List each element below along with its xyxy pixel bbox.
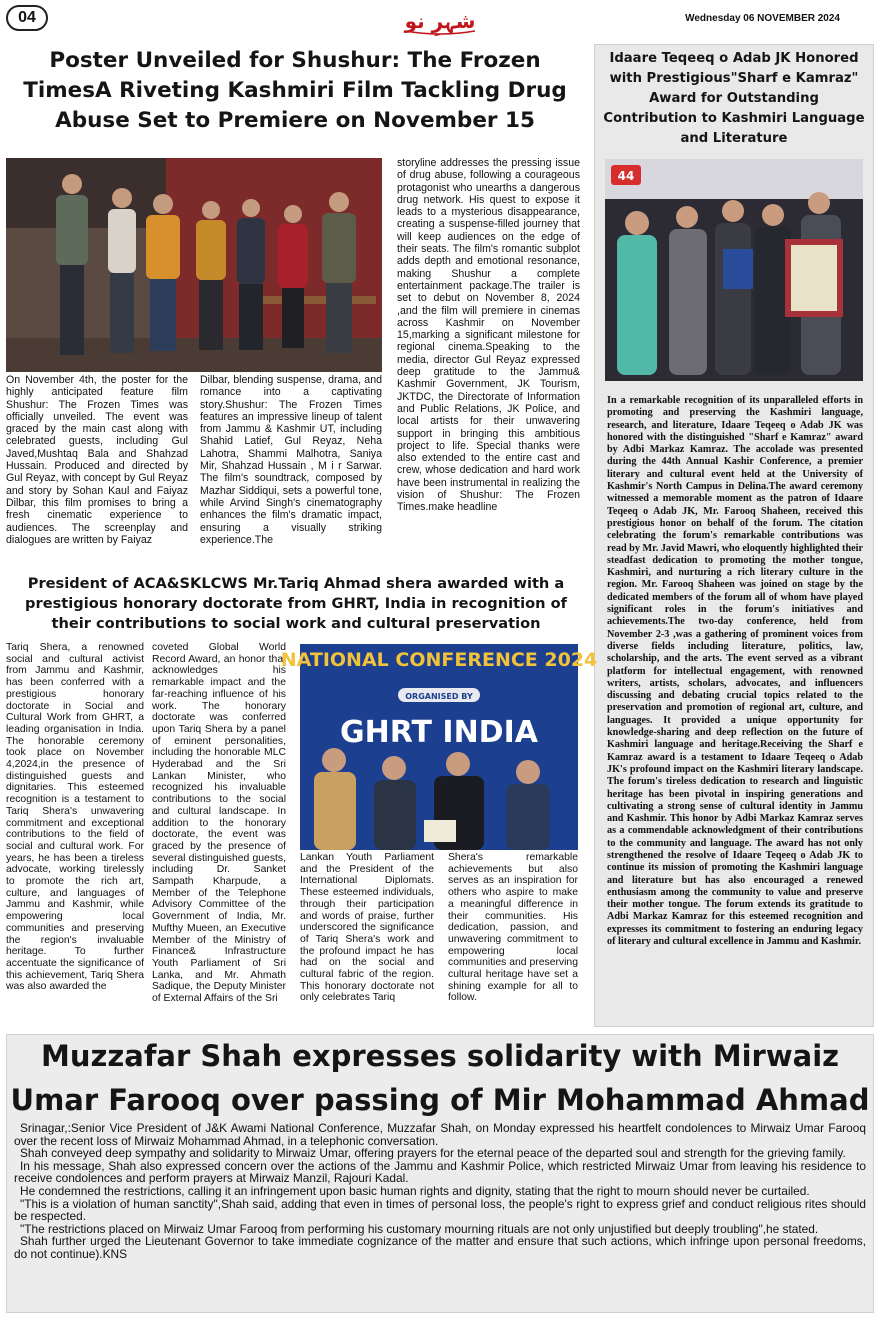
poster-article-column-3: storyline addresses the pressing issue of drug abuse, following a courageous protagonist who unearths a dangerous drug network. His quest to expose it leads to a mysterious disappearance, creating a suspense-filled journey that will keep audiences on the edge of their seats. The film's romantic subplot adds depth and emotional resonance, making Shushur a complete entertainment package.The trailer is set to debut on November 8, 2024 ,and the film will premiere in cinemas across Kashmir on November 15,marking a significant milestone for regional cinema.Speaking to the media, director Gul Reyaz expressed deep gratitude to the Jammu& Kashmir Government, JK Tourism, JKTDC, the Directorate of Information and Public Relations, JK Police, and local artists for their unwavering support in bringing this ambitious project to life. Special thanks were also extended to the entire cast and crew, whose dedication and hard work have been instrumental in realizing the vision of Shushur: The Frozen Times.make headline: [397, 157, 580, 514]
muzzafar-paragraph: Shah further urged the Lieutenant Governor to take immediate cognizance of the matter and ensure that such actions, which infringe upon personal freedoms, do not continue).KNS: [14, 1234, 866, 1261]
doctorate-article-column-4: Shera's remarkable achievements but also serves as an inspiration for others who aspire to make a meaningful difference in their communities. His dedication, passion, and unwavering commitment to empowering local communities and preserving cultural heritage have set a shining example for all to follow.: [448, 852, 578, 1004]
award-article-box: [594, 44, 874, 1027]
muzzafar-paragraph: Shah conveyed deep sympathy and solidarity to Mirwaiz Umar, offering prayers for the eternal peace of the departed soul and strength for the grieving family.: [20, 1146, 846, 1161]
award-photo-banner: 44: [617, 169, 635, 183]
page-number: 04: [6, 5, 48, 31]
doctorate-article-column-3: Lankan Youth Parliament and the President of the International Diplomats. These esteemed individuals, through their participation and words of praise, further underscored the significance of Tariq Shera's work and the profound impact he has had on the social and cultural fabric of the region. This honorary doctorate not only celebrates Tariq: [300, 852, 434, 1004]
doctorate-ceremony-photo: [280, 644, 598, 850]
poster-article-headline: Poster Unveiled for Shushur: The Frozen TimesA Riveting Kashmiri Film Tackling Drug Abuse Set to Premiere on November 15: [23, 48, 567, 133]
masthead-logo: [395, 4, 485, 36]
film-cast-photo: [6, 158, 382, 372]
muzzafar-article-headline: Muzzafar Shah expresses solidarity with Mirwaiz Umar Farooq over passing of Mir Mohammad Ahmad: [10, 1039, 870, 1117]
doctorate-article-column-2: coveted Global World Record Award, an honor that acknowledges his remarkable impact and the far-reaching influence of his work. The honorary doctorate was conferred upon Tariq Shera by a panel of eminent personalities, including the honorable MLC Hyderabad and the Sri Lankan Minister, who recognized his invaluable contributions to the social and cultural landscape. In addition to the honorary doctorate, the event was graced by the presence of several distinguished guests, including Dr. Sanket Sampath Kharpude, a Member of the Telephone Advisory Committee of the Government of India, Mr. Mufthy Mueen, an Executive Member of the Ministry of Finance& Infrastructure Youth Parliament of Sri Lanka, and Mr. Ahmath Sadique, the Deputy Minister of External Affairs of the Sri: [152, 642, 286, 1005]
award-article-body: In a remarkable recognition of its unparalleled efforts in promoting and preserving the Kashmiri language, research, and literature, Idaare Teqeeq o Adab JK was honored with the distinguished "Sharf e Kamraz" award by Adbi Markaz Kamraz. The accolade was presented during the 44th Annual Kashir Conference, a premier literary and cultural event held at the University of Kashmir's North Campus in Delina.The award ceremony witnessed a memorable moment as the patron of Idaare Teqeeq o Adab JK, Mr. Farooq Shaheen, received this prestigious honor on behalf of the forum. The citation celebrating the forum's remarkable contributions was read by Mr. Javid Mawri, who eloquently highlighted their steadfast dedication to promoting the mother tongue, Kashmiri, and nurturing a rich literary culture in the region. Mr. Farooq Shaheen was joined on stage by the dedicated members of the forum all of whom have played significant roles in the forum's initiatives and achievements.The two-day conference, held from November 2-3 ,was a gathering of prominent voices from diverse fields including literature, politics, law, scholarship, and the arts. The event served as a vibrant platform for intellectual engagement, with renowned writers, artists, scholars, advocates, and influencers discussing and debating crucial topics related to the preservation and promotion of regional art, culture, and languages. It provided a unique opportunity for knowledge-sharing and deep reflection on the future of Kashmiri language and heritage.Receiving the Sharf e Kamraz award is a testament to Idaare Teqeeq o Adab JK's profound impact on the Kashmiri literary landscape. The forum's tireless dedication to research and linguistic heritage has been pivotal in inspiring generations and cultivating a strong sense of cultural identity in Jammu and Kashmir. This honor by Adbi Markaz Kamraz serves as a commendable acknowledgment of their contributions to the community and language. The award has not only strengthened the resolve of Idaare Teqeeq o Adab JK to continue its mission of promoting the Kashmiri language and literature but has also encouraged a renewed enthusiasm among the community to value and preserve their mother tongue. The forum extends its gratitude to Adbi Markaz Kamraz for this esteemed recognition and expresses its commitment to fostering an enduring legacy of literary and cultural excellence in Jammu and Kashmir.: [607, 395, 863, 948]
doctorate-photo-organised: ORGANISED BY: [405, 692, 473, 701]
poster-article-column-2: Dilbar, blending suspense, drama, and romance into a captivating story.Shushur: The Frozen Times features an impressive lineup of talent from Jammu & Kashmir UT, including Shahid Latief, Gul Reyaz, Neha Lahotra, Shammi Malhotra, Saniya Mir, Shahzad Hussain , M i r Sarwar. The film's soundtrack, composed by Mazhar Siddiqui, sets a powerful tone, while Arvind Singh's cinematography enhances the film's dramatic impact, ensuring a visually striking experience.The: [200, 374, 382, 546]
doctorate-photo-banner-top: NATIONAL CONFERENCE 2024: [280, 649, 598, 671]
muzzafar-paragraph: Srinagar,:Senior Vice President of J&K Awami National Conference, Muzzafar Shah, on Monday expressed his heartfelt condolences to Mirwaiz Umar Farooq over the recent loss of Mirwaiz Mohammad Ahmad, in a telephonic conversation.: [14, 1121, 866, 1148]
doctorate-photo-banner-bottom: GHRT INDIA: [340, 715, 538, 750]
doctorate-article-headline: President of ACA&SKLCWS Mr.Tariq Ahmad shera awarded with a prestigious honorary doctorate from GHRT, India in recognition of their contributions to social work and cultural preservation: [25, 575, 567, 632]
masthead-text: شہرِ نو: [404, 9, 476, 33]
award-ceremony-photo: [605, 159, 863, 381]
muzzafar-paragraph: He condemned the restrictions, calling it an infringement upon basic human rights and dignity, stating that the right to mourn should never be curtailed.: [20, 1183, 810, 1198]
page-header: [0, 0, 880, 38]
award-article-headline: Idaare Teqeeq o Adab JK Honored with Prestigious"Sharf e Kamraz" Award for Outstanding Contribution to Kashmiri Language and Literature: [603, 51, 865, 146]
muzzafar-article-body: [14, 1122, 866, 1308]
issue-date: Wednesday 06 NOVEMBER 2024: [685, 13, 840, 24]
muzzafar-paragraph: "This is a violation of human sanctity",Shah said, adding that even in times of personal loss, the people's right to express grief and conduct religious rites should be respected.: [14, 1196, 866, 1224]
muzzafar-paragraph: In his message, Shah also expressed concern over the actions of the Jammu and Kashmir Police, which restricted Mirwaiz Umar from leaving his residence to receive condolences and perform prayers at Mirwaiz Manzil, Rajouri Kadal.: [14, 1158, 866, 1186]
doctorate-article-column-1: Tariq Shera, a renowned social and cultural activist from Jammu and Kashmir, has been conferred with a prestigious honorary doctorate in Social and Cultural Work from GHRT, a leading organisation in India. The honorable ceremony took place on November 4,2024,in the presence of distinguished guests and dignitaries. This esteemed recognition is a testament to Tariq Shera's unwavering commitment and exceptional contributions to the field of social and cultural work. For years, he has been a tireless advocate, working tirelessly to promote the rich art, culture, and languages of Jammu and Kashmir, while empowering local communities and preserving the region's invaluable heritage. To further accentuate the significance of this achievement, Tariq Shera was also awarded the: [6, 642, 144, 993]
muzzafar-paragraph: "The restrictions placed on Mirwaiz Umar Farooq from performing his customary mourning rituals are not only unjustified but deeply troubling",he stated.: [20, 1221, 819, 1236]
poster-article-column-1: On November 4th, the poster for the highly anticipated feature film Shushur: The Frozen Times was officially unveiled. The event was graced by the main cast along with celebrated guests, including Gul Javed,Mushtaq Bala and Shahzad Hussain. Produced and directed by Gul Reyaz, with concept by Gul Reyaz and story by Sohan Kaul and Faiyaz Dilbar, this film promises to bring a fresh cinematic experience to audiences. The screenplay and dialogues are written by Faiyaz: [6, 374, 188, 546]
